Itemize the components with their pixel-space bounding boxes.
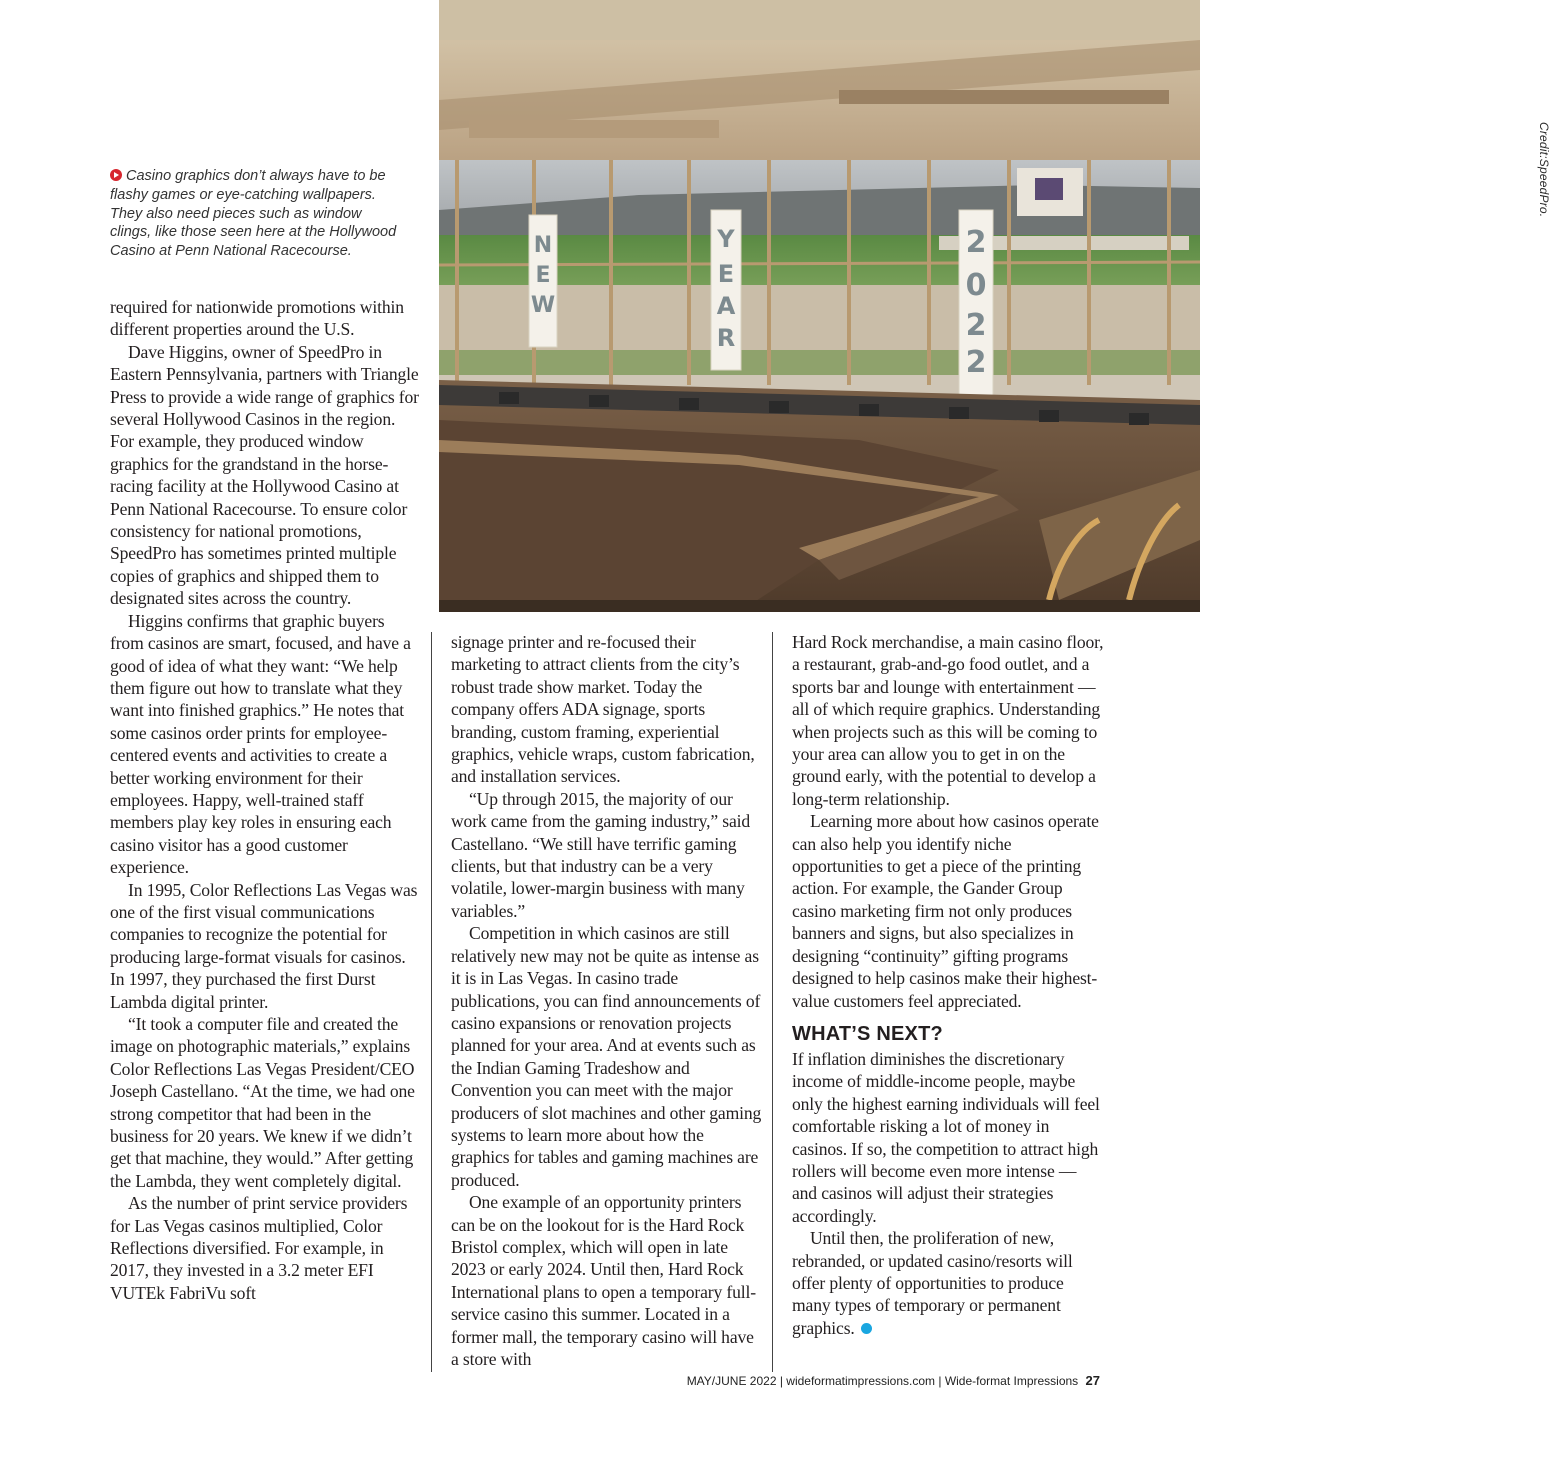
col2-paragraph-3: Competition in which casinos are still relatively new may not be quite as intense as it is in Las Vegas. In casino trade publications, you can find announcements of casino expansions or renovation projects planned for your area. And at events such as the Indian Gaming Tradeshow and Convention you can meet with the major producers of slot machines and other gaming systems to learn more about how the graphics for tables and gaming machines are produced. [451, 923, 762, 1190]
footer-separator: | [938, 1374, 945, 1388]
caption-arrow-icon [110, 169, 122, 181]
article-column-3 [792, 631, 1104, 1339]
banner-year-letter-2: E [717, 260, 735, 288]
banner-2022-digit-2: 0 [965, 268, 987, 303]
article-column-1 [110, 296, 420, 1304]
footer-issue: MAY/JUNE 2022 [686, 1374, 777, 1388]
banner-new-letter-3: W [530, 293, 556, 318]
banner-year-letter-1: Y [717, 225, 735, 253]
banner-2022-digit-1: 2 [965, 225, 987, 260]
end-of-article-dot-icon [861, 1323, 872, 1334]
col3-paragraph-1: Hard Rock merchandise, a main casino floor, a restaurant, grab-and-go food outlet, and a sports bar and lounge with entertainment — all of which require graphics. Understanding when projects such as this will be coming to your area can allow you to get in on the ground early, with the potential to develop a long-term relationship. [792, 632, 1104, 809]
page-footer [540, 1373, 1100, 1388]
banner-new-letter-2: E [535, 263, 551, 288]
casino-grandstand-photo [439, 0, 1551, 612]
col1-paragraph-6: As the number of print service providers for Las Vegas casinos multiplied, Color Reflections diversified. For example, in 2017, they invested in a 3.2 meter EFI VUTEk FabriVu soft [110, 1193, 408, 1303]
photo-credit: Credit:SpeedPro. [1537, 122, 1551, 218]
photo-caption [110, 167, 400, 261]
banner-year-letter-3: A [716, 292, 736, 320]
column-divider-2 [772, 632, 773, 1372]
caption-text: Casino graphics don’t always have to be flashy games or eye-catching wallpapers. They also need pieces such as window clings, like those seen here at the Hollywood Casino at Penn National Racecourse. [110, 168, 397, 260]
banner-2022-digit-4: 2 [965, 345, 987, 380]
footer-separator: | [779, 1374, 787, 1388]
column-divider-1 [431, 632, 432, 1372]
banner-year-letter-4: R [716, 324, 736, 352]
col1-paragraph-3: Higgins confirms that graphic buyers from casinos are smart, focused, and have a good of idea of what they want: “We help them figure out how to translate what they want into finished graphics.” He notes that some casinos order prints for employee-centered events and activities to create a better working environment for their employees. Happy, well-trained staff members play key roles in ensuring each casino visitor has a good customer experience. [110, 610, 411, 878]
col3-paragraph-2: Learning more about how casinos operate can also help you identify niche opportunities to get a piece of the printing action. For example, the Gander Group casino marketing firm not only produces banners and signs, but also specializes in designing “continuity” gifting programs designed to help casinos make their highest-value customers feel appreciated. [792, 811, 1099, 1011]
col1-paragraph-2: Dave Higgins, owner of SpeedPro in Eastern Pennsylvania, partners with Triangle Press to provide a wide range of graphics for several Hollywood Casinos in the region. For example, they produced window graphics for the grandstand in the horse-racing facility at the Hollywood Casino at Penn National Racecourse. To ensure color consistency for national promotions, SpeedPro has sometimes printed multiple copies of graphics and shipped them to designated sites across the country. [110, 341, 419, 609]
col1-paragraph-4: In 1995, Color Reflections Las Vegas was one of the first visual communications companies to recognize the potential for producing large-format visuals for casinos. In 1997, they purchased the first Durst Lambda digital printer. [110, 879, 418, 1012]
col2-paragraph-2: “Up through 2015, the majority of our work came from the gaming industry,” said Castellano. “We still have terrific gaming clients, but that industry can be a very volatile, lower-margin business with many variables.” [451, 788, 751, 921]
banner-2022-digit-3: 2 [965, 308, 987, 343]
col2-paragraph-4: One example of an opportunity printers can be on the lookout for is the Hard Rock Bristol complex, which will open in late 2023 or early 2024. Until then, Hard Rock International plans to open a temporary full-service casino this summer. Located in a former mall, the temporary casino will have a store with [451, 1192, 756, 1369]
banner-new-letter-1: N [533, 233, 553, 258]
footer-url[interactable]: wideformatimpressions.com [786, 1374, 936, 1388]
col2-paragraph-1: signage printer and re-focused their marketing to attract clients from the city’s robust trade show market. Today the company offers ADA signage, sports branding, custom framing, experiential graphics, vehicle wraps, custom fabrication, and installation services. [451, 632, 755, 787]
col3-paragraph-3: If inflation diminishes the discretionary income of middle-income people, maybe only the highest earning individuals will feel comfortable risking a lot of money in casinos. If so, the competition to attract high rollers will become even more intense — and casinos will adjust their strategies accordingly. [792, 1048, 1100, 1226]
col1-paragraph-5: “It took a computer file and created the image on photographic materials,” explains Color Reflections Las Vegas President/CEO Joseph Castellano. “At the time, we had one strong competitor that had been in the business for 20 years. We knew if we didn’t get that machine, they would.” After getting the Lambda, they went completely digital. [110, 1014, 415, 1191]
page-number: 27 [1085, 1373, 1100, 1388]
article-column-2 [451, 631, 763, 1370]
footer-magazine: Wide-format Impressions [944, 1374, 1079, 1388]
col1-paragraph-1: required for nationwide promotions within different properties around the U.S. [110, 297, 404, 340]
col3-paragraph-4-text: Until then, the proliferation of new, rebranded, or updated casino/resorts will offer plenty of opportunities to produce many types of temporary or permanent graphics. [792, 1228, 1073, 1338]
section-heading-whats-next: WHAT’S NEXT? [792, 1022, 943, 1045]
col3-paragraph-4 [792, 1227, 1104, 1339]
